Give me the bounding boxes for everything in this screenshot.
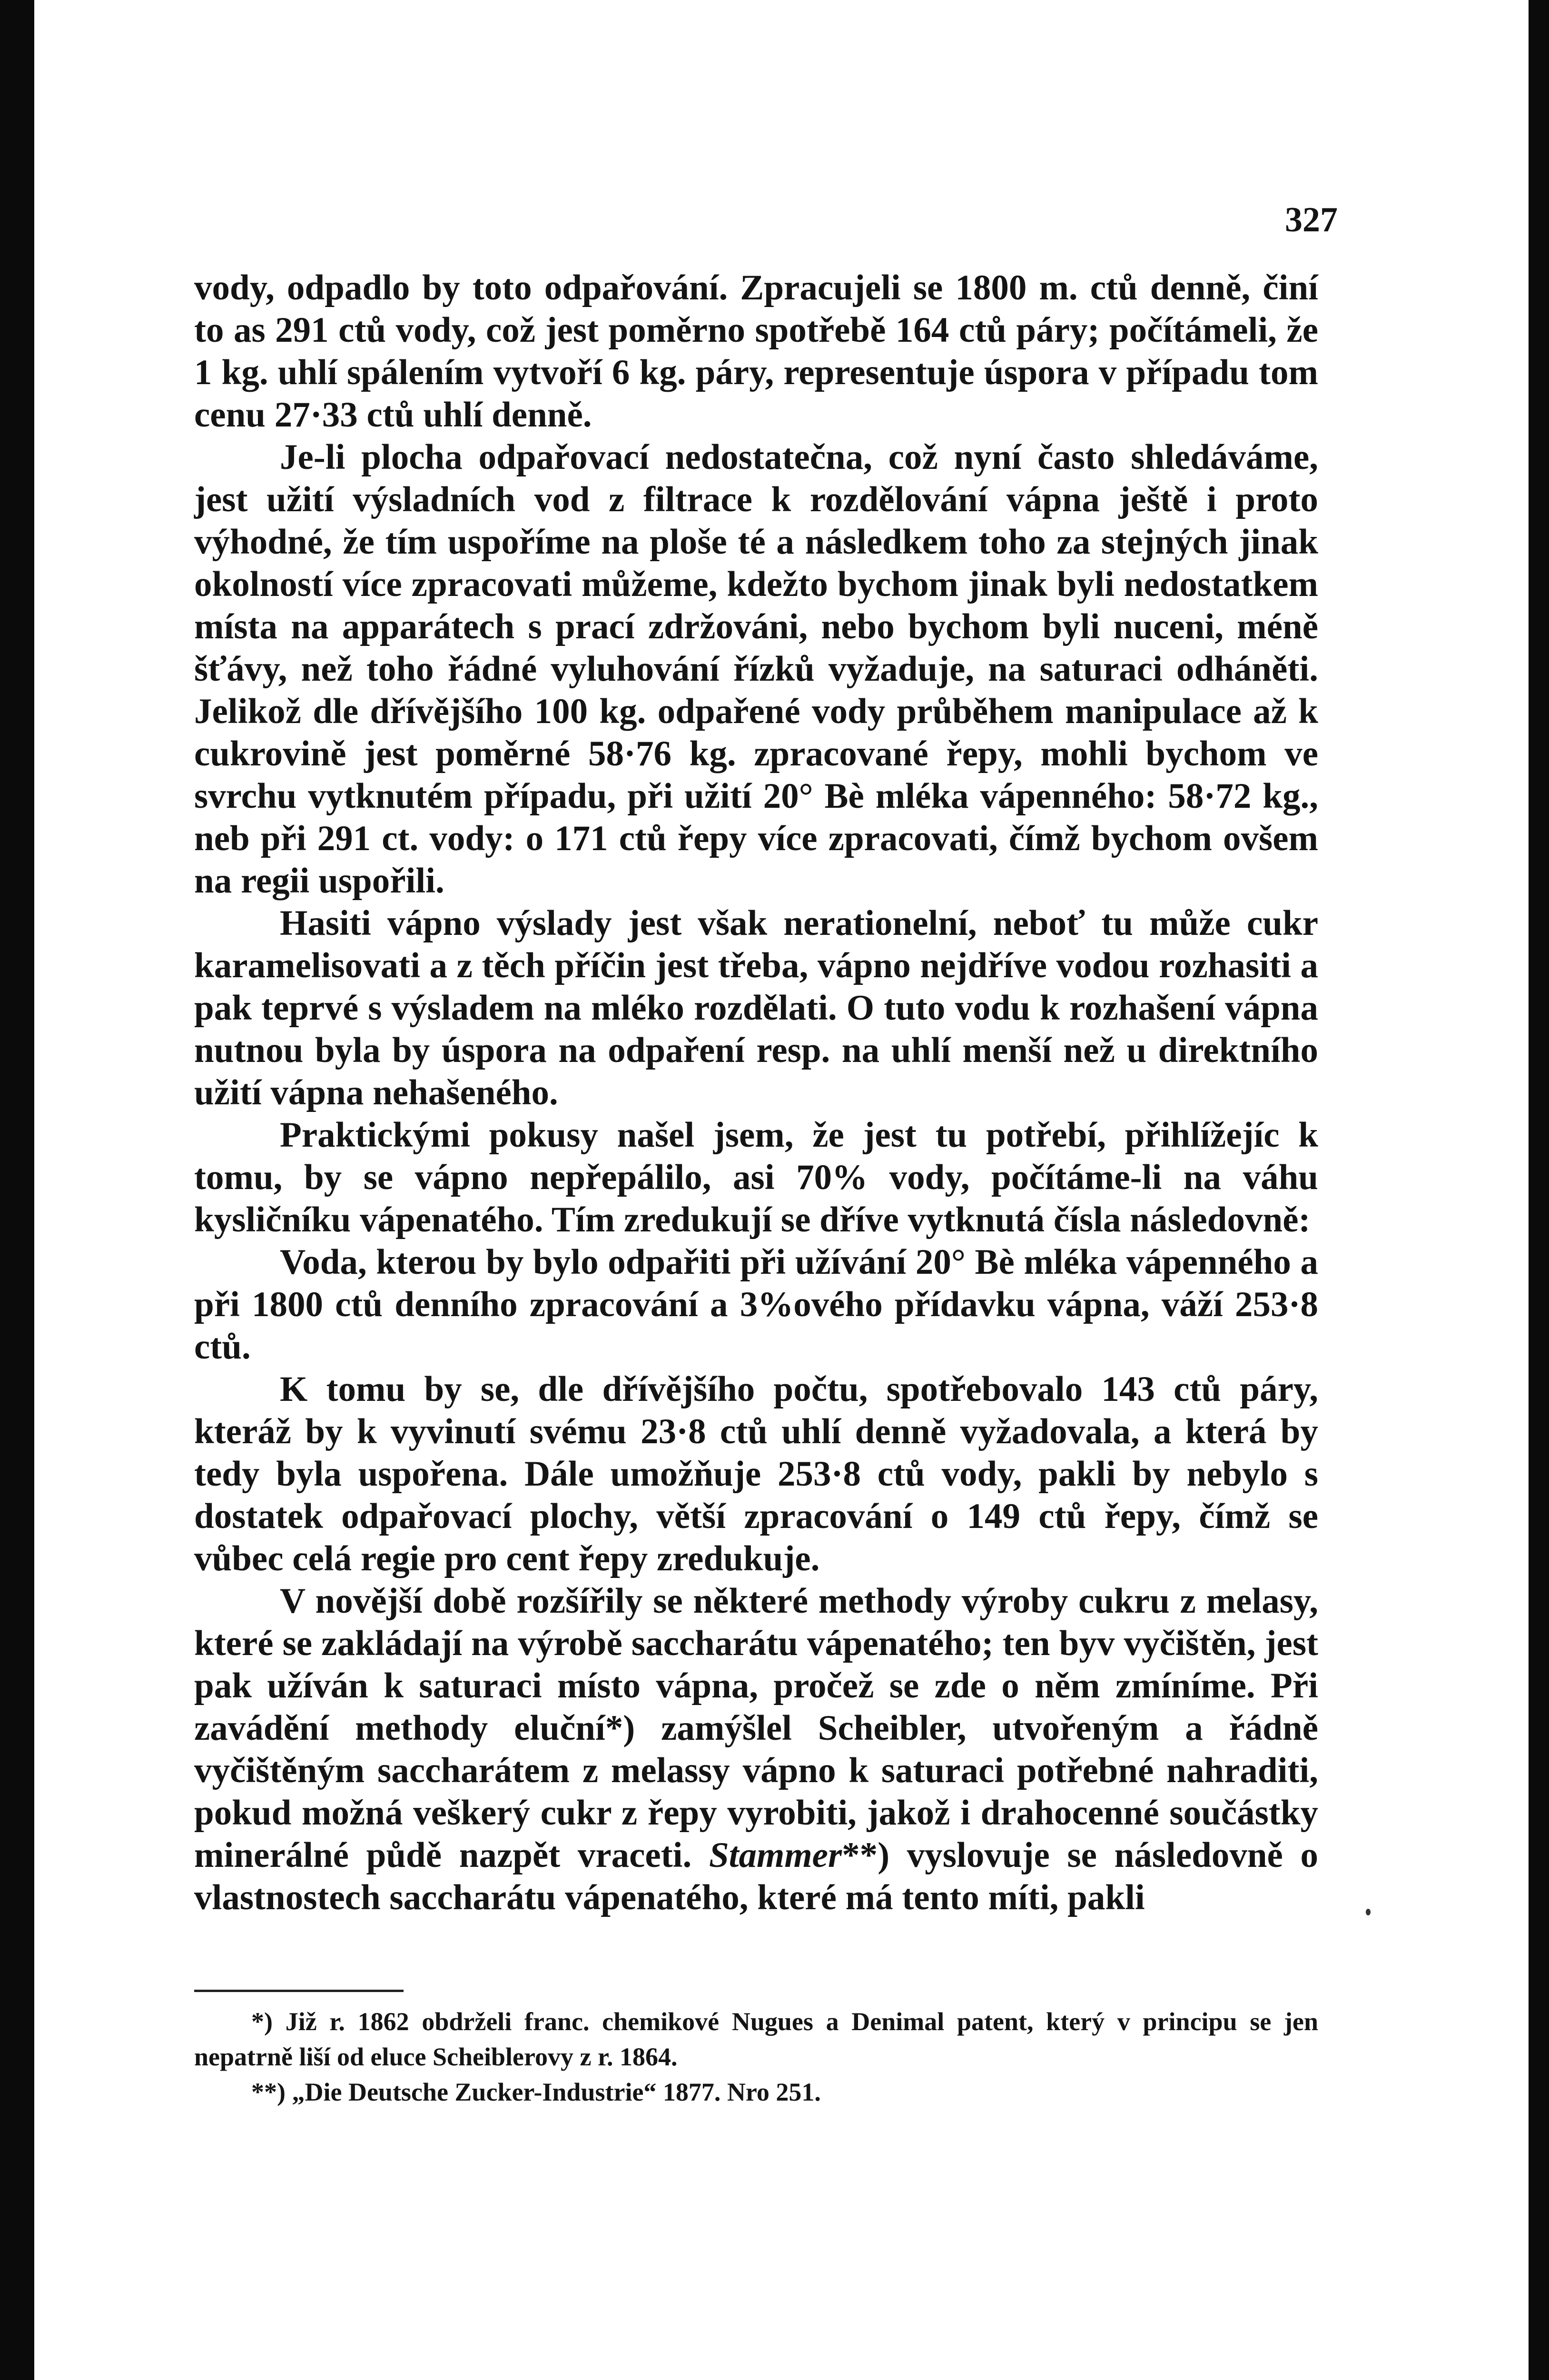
paragraph-1: vody, odpadlo by toto odpařování. Zpracujeli se 1800 m. ctů denně, činí to as 291 ctů vody, což jest poměrno spotřebě 164 ctů páry; počítámeli, že 1 kg. uhlí spálením vytvoří 6 kg. páry, representuje úspora v případu tom cenu 27·33 ctů uhlí denně. <box>194 268 1318 435</box>
paragraph-3: Hasiti vápno výslady jest však nerationelní, neboť tu může cukr karamelisovati a z těch příčin jest třeba, vápno nejdříve vodou rozhasiti a pak teprvé s výsladem na mléko rozdělati. O tuto vodu k rozhašení vápna nutnou byla by úspora na odpaření resp. na uhlí menší než u direktního užití vápna nehašeného. <box>194 903 1318 1112</box>
paragraph-2: Je-li plocha odpařovací nedostatečna, což nyní často shledáváme, jest užití výsladních vod z filtrace k rozdělování vápna ještě i proto výhodné, že tím uspoříme na ploše té a následkem toho za stejných jinak okolností více zpracovati můžeme, kdežto bychom jinak byli nedostatkem místa na apparátech s prací zdržováni, nebo bychom byli nuceni, méně šťávy, než toho řádné vyluhování řízků vyžaduje, na saturaci odháněti. Jelikož dle dřívějšího 100 kg. odpařené vody průběhem manipulace až k cukrovině jest poměrné 58·76 kg. zpracované řepy, mohli bychom ve svrchu vytknutém případu, při užití 20° Bè mléka vápenného: 58·72 kg., neb při 291 ct. vody: o 171 ctů řepy více zpracovati, čímž bychom ovšem na regii uspořili. <box>194 437 1318 901</box>
scan-border-left <box>0 0 34 2380</box>
footnote-1-text: Již r. 1862 obdrželi franc. chemikové Nugues a Denimal patent, který v principu se jen nepatrně liší od eluce Scheiblerovy z r. 1864. <box>194 2007 1319 2071</box>
paragraph-7-text-c: vyslovuje se následovně o vlastnostech saccharátu vápenatého, které má tento míti, pakli <box>194 1835 1318 1917</box>
body-text <box>194 267 1318 1919</box>
scan-speck <box>1366 1909 1371 1915</box>
scan-border-right <box>1529 0 1549 2380</box>
footnote-divider <box>194 1990 404 1992</box>
paragraph-7 <box>194 1580 1318 1919</box>
footnote-2 <box>194 2074 1318 2110</box>
paragraph-4: Praktickými pokusy našel jsem, že jest tu potřebí, přihlížejíc k tomu, by se vápno nepřepálilo, asi 70% vody, počítáme-li na váhu kysličníku vápenatého. Tím zredukují se dříve vytknutá čísla následovně: <box>194 1115 1318 1240</box>
footnote-2-marker: **) <box>251 2078 286 2106</box>
author-name: Stammer <box>709 1835 842 1875</box>
footnote-1-marker: *) <box>251 2007 273 2036</box>
footnote-2-text: „Die Deutsche Zucker-Industrie“ 1877. Nro 251. <box>292 2078 821 2106</box>
paragraph-7-text-a: V novější době rozšířily se některé methody výroby cukru z melasy, které se zakládají na výrobě saccharátu vápenatého; ten byv vyčištěn, jest pak užíván k saturaci místo vápna, pročež se zde o něm zmíníme. Při zavádění methody eluční <box>194 1581 1318 1748</box>
footnote-1 <box>194 2004 1318 2074</box>
paragraph-6: K tomu by se, dle dřívějšího počtu, spotřebovalo 143 ctů páry, kteráž by k vyvinutí svému 23·8 ctů uhlí denně vyžadovala, a která by tedy byla uspořena. Dále umožňuje 253·8 ctů vody, pakli by nebylo s dostatek odpařovací plochy, větší zpracování o 149 ctů řepy, čímž se vůbec celá regie pro cent řepy zredukuje. <box>194 1369 1318 1578</box>
footnotes <box>194 2004 1318 2110</box>
footnote-ref-1: *) <box>605 1708 635 1748</box>
footnote-ref-2: **) <box>842 1835 890 1875</box>
paragraph-7-text-b: zamýšlel Scheibler, utvořeným a řádně vyčištěným saccharátem z melassy vápno k saturaci potřebné nahraditi, pokud možná veškerý cukr z řepy vyrobiti, jakož i drahocenné součástky minerálné půdě nazpět vraceti. <box>194 1708 1318 1875</box>
paragraph-5: Voda, kterou by bylo odpařiti při užívání 20° Bè mléka vápenného a při 1800 ctů denního zpracování a 3%ového přídavku vápna, váží 253·8 ctů. <box>194 1242 1318 1367</box>
page-number: 327 <box>1285 200 1338 239</box>
